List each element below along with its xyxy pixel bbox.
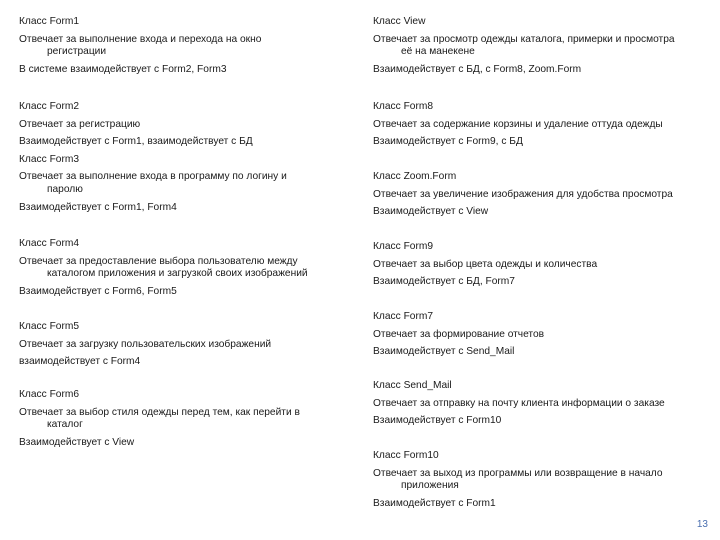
description-line: Взаимодействует с Form1, Form4 [19, 201, 177, 213]
class-description-block [373, 13, 675, 79]
description-line: Отвечает за предоставление выбора пользователю между [19, 255, 298, 267]
class-description-block [373, 447, 663, 513]
description-line: Взаимодействует с Form10 [373, 415, 502, 426]
description-line: Взаимодействует с БД, с Form8, Zoom.Form [373, 64, 582, 75]
description-line: Взаимодействует с Form6, Form5 [19, 286, 177, 297]
class-description-block [19, 386, 300, 452]
description-line: Отвечает за увеличение изображения для удобства просмотра [373, 188, 673, 200]
description-line: Взаимодействует с View [373, 206, 489, 217]
description-line: Отвечает за просмотр одежды каталога, примерки и просмотра [373, 33, 675, 45]
class-title: Класс View [373, 16, 426, 27]
description-line: Отвечает за выполнение входа в программу по логину и [19, 171, 287, 182]
description-line: Взаимодействует с Form1 [373, 498, 496, 509]
class-title: Класс Form4 [19, 238, 79, 249]
class-description-block [373, 308, 544, 361]
class-description-block [19, 235, 308, 301]
description-line: каталог [47, 419, 83, 430]
class-description-block [373, 238, 597, 291]
description-line: Взаимодействует с Form9, с БД [373, 136, 523, 147]
description-line: Отвечает за отправку на почту клиента информации о заказе [373, 397, 665, 409]
description-line: взаимодействует с Form4 [19, 356, 141, 367]
description-line: Отвечает за содержание корзины и удаление оттуда одежды [373, 118, 663, 130]
page-number: 13 [696, 519, 708, 530]
class-title: Класс Form1 [19, 16, 79, 27]
description-line: приложения [401, 480, 459, 491]
description-line: Взаимодействует с View [19, 437, 135, 448]
class-title: Класс Form9 [373, 241, 433, 252]
class-title: Класс Form7 [373, 311, 433, 322]
class-title: Класс Send_Mail [373, 380, 452, 391]
description-line: Отвечает за загрузку пользовательских изображений [19, 338, 272, 350]
class-description-block [373, 98, 663, 151]
class-title: Класс Form8 [373, 101, 433, 112]
description-line: каталогом приложения и загрузкой своих изображений [47, 268, 308, 279]
description-line: Отвечает за выполнение входа и перехода на окно [19, 33, 262, 45]
description-line: Отвечает за формирование отчетов [373, 328, 545, 340]
description-line: её на манекене [401, 46, 475, 57]
description-line: Взаимодействует с Form1, взаимодействует с БД [19, 136, 253, 147]
class-title: Класс Zoom.Form [373, 171, 457, 182]
description-line: Взаимодействует с Send_Mail [373, 346, 515, 357]
class-description-block [373, 377, 665, 430]
description-line: Отвечает за выбор цвета одежды и количества [373, 258, 598, 270]
class-title: Класс Form2 [19, 101, 79, 112]
description-line: Взаимодействует с БД, Form7 [373, 276, 515, 287]
class-title: Класс Form10 [373, 450, 439, 461]
description-line: Отвечает за регистрацию [19, 118, 141, 130]
description-line: паролю [47, 183, 83, 195]
description-line: Класс Form3 [19, 153, 79, 165]
class-title: Класс Form5 [19, 321, 79, 332]
description-line: регистрации [47, 46, 107, 57]
class-title: Класс Form6 [19, 389, 79, 400]
description-line: Отвечает за выход из программы или возвращение в начало [373, 467, 663, 479]
class-description-block [19, 13, 261, 79]
class-description-block [373, 168, 673, 221]
class-description-block [19, 98, 287, 216]
description-line: В системе взаимодействует с Form2, Form3 [19, 64, 227, 75]
description-line: Отвечает за выбор стиля одежды перед тем, как перейти в [19, 406, 300, 418]
class-description-block [19, 318, 271, 371]
